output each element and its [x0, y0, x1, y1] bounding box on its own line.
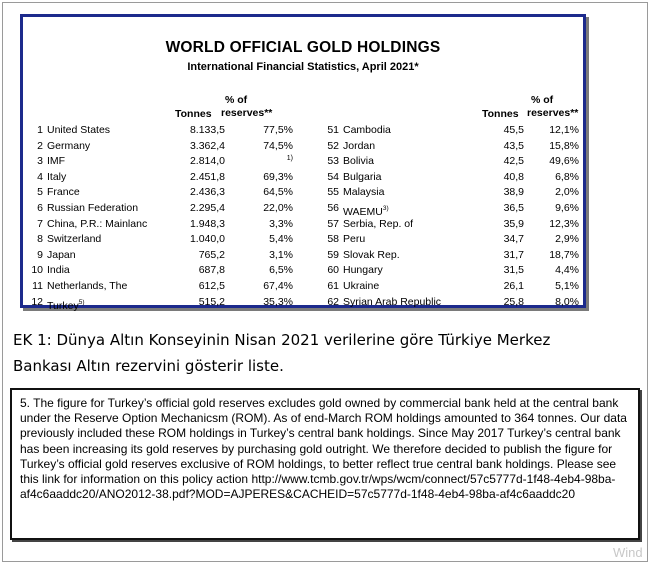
tonnes-cell: 687,8	[198, 264, 225, 277]
table-row	[23, 154, 583, 170]
tonnes-cell: 31,7	[503, 248, 524, 261]
reserves-pct-cell: 12,3%	[549, 217, 579, 230]
table-rows	[23, 123, 583, 310]
document-frame	[2, 2, 648, 562]
reserves-pct-cell: 5,1%	[555, 279, 579, 292]
reserves-pct-cell: 12,1%	[549, 124, 579, 136]
reserves-pct-cell: 6,8%	[555, 170, 579, 183]
tonnes-cell: 45,5	[503, 124, 524, 136]
rank-cell: 62	[327, 295, 339, 308]
reserves-pct-cell: 2,0%	[555, 186, 579, 199]
tonnes-cell: 38,9	[503, 186, 524, 199]
country-name: France	[47, 186, 80, 199]
country-footnote-marker: 3)	[382, 204, 389, 212]
right-reserves-header-line2: reserves**	[527, 107, 579, 119]
tonnes-cell: 612,5	[198, 279, 225, 292]
table-title: WORLD OFFICIAL GOLD HOLDINGS	[165, 39, 441, 56]
reserves-pct-cell: 3,1%	[269, 248, 293, 261]
tonnes-cell: 36,5	[503, 201, 524, 214]
country-name: Germany	[47, 139, 91, 152]
country-cell	[343, 154, 471, 170]
table-row	[23, 217, 583, 233]
table-row	[23, 201, 583, 217]
country-name: Slovak Rep.	[343, 248, 400, 261]
rank-cell: 5	[37, 186, 43, 199]
tonnes-cell: 25,8	[503, 295, 524, 308]
tonnes-cell: 2.451,8	[189, 170, 225, 183]
rank-cell: 51	[327, 124, 339, 136]
country-name: Bolivia	[343, 155, 374, 168]
rank-cell: 57	[327, 217, 339, 230]
country-name: India	[47, 264, 70, 277]
reserves-pct-cell: 49,6%	[549, 155, 579, 168]
rank-cell: 7	[37, 217, 43, 230]
table-row	[23, 232, 583, 248]
tonnes-cell: 765,2	[198, 248, 225, 261]
country-name: IMF	[47, 155, 66, 168]
left-reserves-header-line1: % of	[225, 94, 248, 106]
reserves-pct-cell: 69,3%	[263, 170, 293, 183]
table-row	[23, 263, 583, 279]
gold-holdings-table	[20, 14, 586, 312]
table-row	[23, 295, 583, 311]
country-name: Serbia, Rep. of	[343, 217, 414, 230]
country-name: Russian Federation	[47, 201, 139, 214]
tonnes-cell: 26,1	[503, 279, 524, 292]
rank-cell: 9	[37, 248, 43, 261]
reserves-pct-cell: 35,3%	[263, 295, 293, 308]
reserves-pct-cell: 8,0%	[555, 295, 579, 308]
tonnes-cell: 43,5	[503, 139, 524, 152]
rank-cell: 3	[37, 155, 43, 168]
reserves-pct-cell: 6,5%	[269, 264, 293, 277]
rank-cell: 61	[327, 279, 339, 292]
country-cell	[343, 279, 471, 295]
rank-cell: 54	[327, 170, 339, 183]
country-cell	[343, 295, 471, 311]
country-cell	[343, 123, 471, 139]
rank-cell: 56	[327, 201, 339, 214]
country-name: Malaysia	[343, 186, 385, 199]
table-row	[23, 170, 583, 186]
rank-cell: 53	[327, 155, 339, 168]
country-footnote-marker: 5)	[78, 298, 85, 306]
reserves-pct-cell: 77,5%	[263, 124, 293, 136]
windows-watermark: Wind	[613, 545, 643, 560]
table-row	[23, 279, 583, 295]
country-name: Turkey	[47, 299, 79, 312]
tonnes-cell: 2.814,0	[189, 155, 225, 168]
reserves-pct-cell: 3,3%	[269, 217, 293, 230]
tonnes-cell: 2.295,4	[189, 201, 225, 214]
rank-cell: 1	[37, 124, 43, 136]
reserves-pct-cell: 22,0%	[263, 201, 293, 214]
footnote-box	[10, 388, 640, 540]
rank-cell: 10	[31, 264, 43, 277]
rank-cell: 6	[37, 201, 43, 214]
tonnes-cell: 34,7	[503, 233, 524, 246]
country-cell	[343, 248, 471, 264]
reserves-pct-cell: 5,4%	[269, 233, 293, 246]
right-tonnes-header: Tonnes	[482, 108, 519, 120]
tonnes-cell: 8.133,5	[189, 124, 225, 136]
country-cell	[343, 170, 471, 186]
country-name: Italy	[47, 170, 67, 183]
country-cell	[343, 217, 471, 233]
right-reserves-header-line1: % of	[531, 94, 554, 106]
left-tonnes-header: Tonnes	[175, 108, 212, 120]
caption-text: EK 1: Dünya Altın Konseyinin Nisan 2021 verilerine göre Türkiye Merkez Bankası Altın rezervini gösterir liste.	[13, 331, 551, 375]
country-name: Japan	[47, 248, 76, 261]
tonnes-cell: 31,5	[503, 264, 524, 277]
rank-cell: 4	[37, 170, 43, 183]
country-cell	[343, 232, 471, 248]
country-name: Bulgaria	[343, 170, 382, 183]
country-name: Hungary	[343, 264, 383, 277]
country-cell	[343, 263, 471, 279]
tonnes-cell: 515,2	[198, 295, 225, 308]
country-name: Ukraine	[343, 279, 380, 292]
tonnes-cell: 1.040,0	[189, 233, 225, 246]
table-row	[23, 185, 583, 201]
rank-cell: 58	[327, 233, 339, 246]
reserves-pct-cell: 2,9%	[555, 233, 579, 246]
rank-cell: 8	[37, 233, 43, 246]
reserves-pct-cell: 4,4%	[555, 264, 579, 277]
reserves-pct-cell: 64,5%	[263, 186, 293, 199]
reserves-pct-cell: 1)	[286, 155, 293, 163]
table-subtitle: International Financial Statistics, April 2021*	[187, 61, 419, 73]
country-name: WAEMU	[343, 205, 383, 218]
reserves-pct-cell: 15,8%	[549, 139, 579, 152]
left-reserves-header-line2: reserves**	[221, 107, 273, 119]
rank-cell: 59	[327, 248, 339, 261]
tonnes-cell: 2.436,3	[189, 186, 225, 199]
tonnes-cell: 35,9	[503, 217, 524, 230]
table-row	[23, 123, 583, 139]
rank-cell: 12	[31, 295, 43, 308]
reserves-pct-cell: 74,5%	[263, 139, 293, 152]
rank-cell: 55	[327, 186, 339, 199]
footnote-text: 5. The figure for Turkey’s official gold reserves excludes gold owned by commercial bank held at the central bank under the Reserve Option Mechanicsm (ROM). As of end-March ROM holdings amounted to 364 tonnes. Our data previously included these ROM holdings in Turkey’s central bank holdings. Since May 2017 Turkey’s central bank has been increasing its gold reserves by purchasing gold outright. We therefore decided to publish the figure for Turkey’s official gold reserves exclusive of ROM holdings, to better reflect true central bank holdings. Please see this link for information on this policy action http://www.tcmb.gov.tr/wps/wcm/connect/57c5777d-1f48-4eb4-98ba-af4c6aaddc20/ANO2012-38.pdf?MOD=AJPERES&CACHEID=57c5777d-1f48-4eb4-98ba-af4c6aaddc20	[20, 396, 627, 502]
tonnes-cell: 42,5	[503, 155, 524, 168]
country-name: Jordan	[343, 139, 376, 152]
country-name: Switzerland	[47, 233, 102, 246]
table-row	[23, 139, 583, 155]
country-name: Netherlands, The	[47, 279, 128, 292]
rank-cell: 52	[327, 139, 339, 152]
country-cell	[343, 139, 471, 155]
country-name: Syrian Arab Republic	[343, 295, 442, 308]
country-name: Peru	[343, 233, 366, 246]
table-row	[23, 248, 583, 264]
reserves-pct-cell: 18,7%	[549, 248, 579, 261]
country-name: United States	[47, 124, 111, 136]
rank-cell: 11	[32, 279, 43, 292]
reserves-pct-cell: 67,4%	[263, 279, 293, 292]
rank-cell: 60	[327, 264, 339, 277]
country-cell	[343, 185, 471, 201]
country-name: China, P.R.: Mainlanc	[47, 217, 148, 230]
rank-cell: 2	[37, 139, 43, 152]
country-name: Cambodia	[343, 124, 391, 136]
tonnes-cell: 3.362,4	[189, 139, 225, 152]
reserves-pct-cell: 9,6%	[555, 201, 579, 214]
tonnes-cell: 1.948,3	[189, 217, 225, 230]
tonnes-cell: 40,8	[503, 170, 524, 183]
